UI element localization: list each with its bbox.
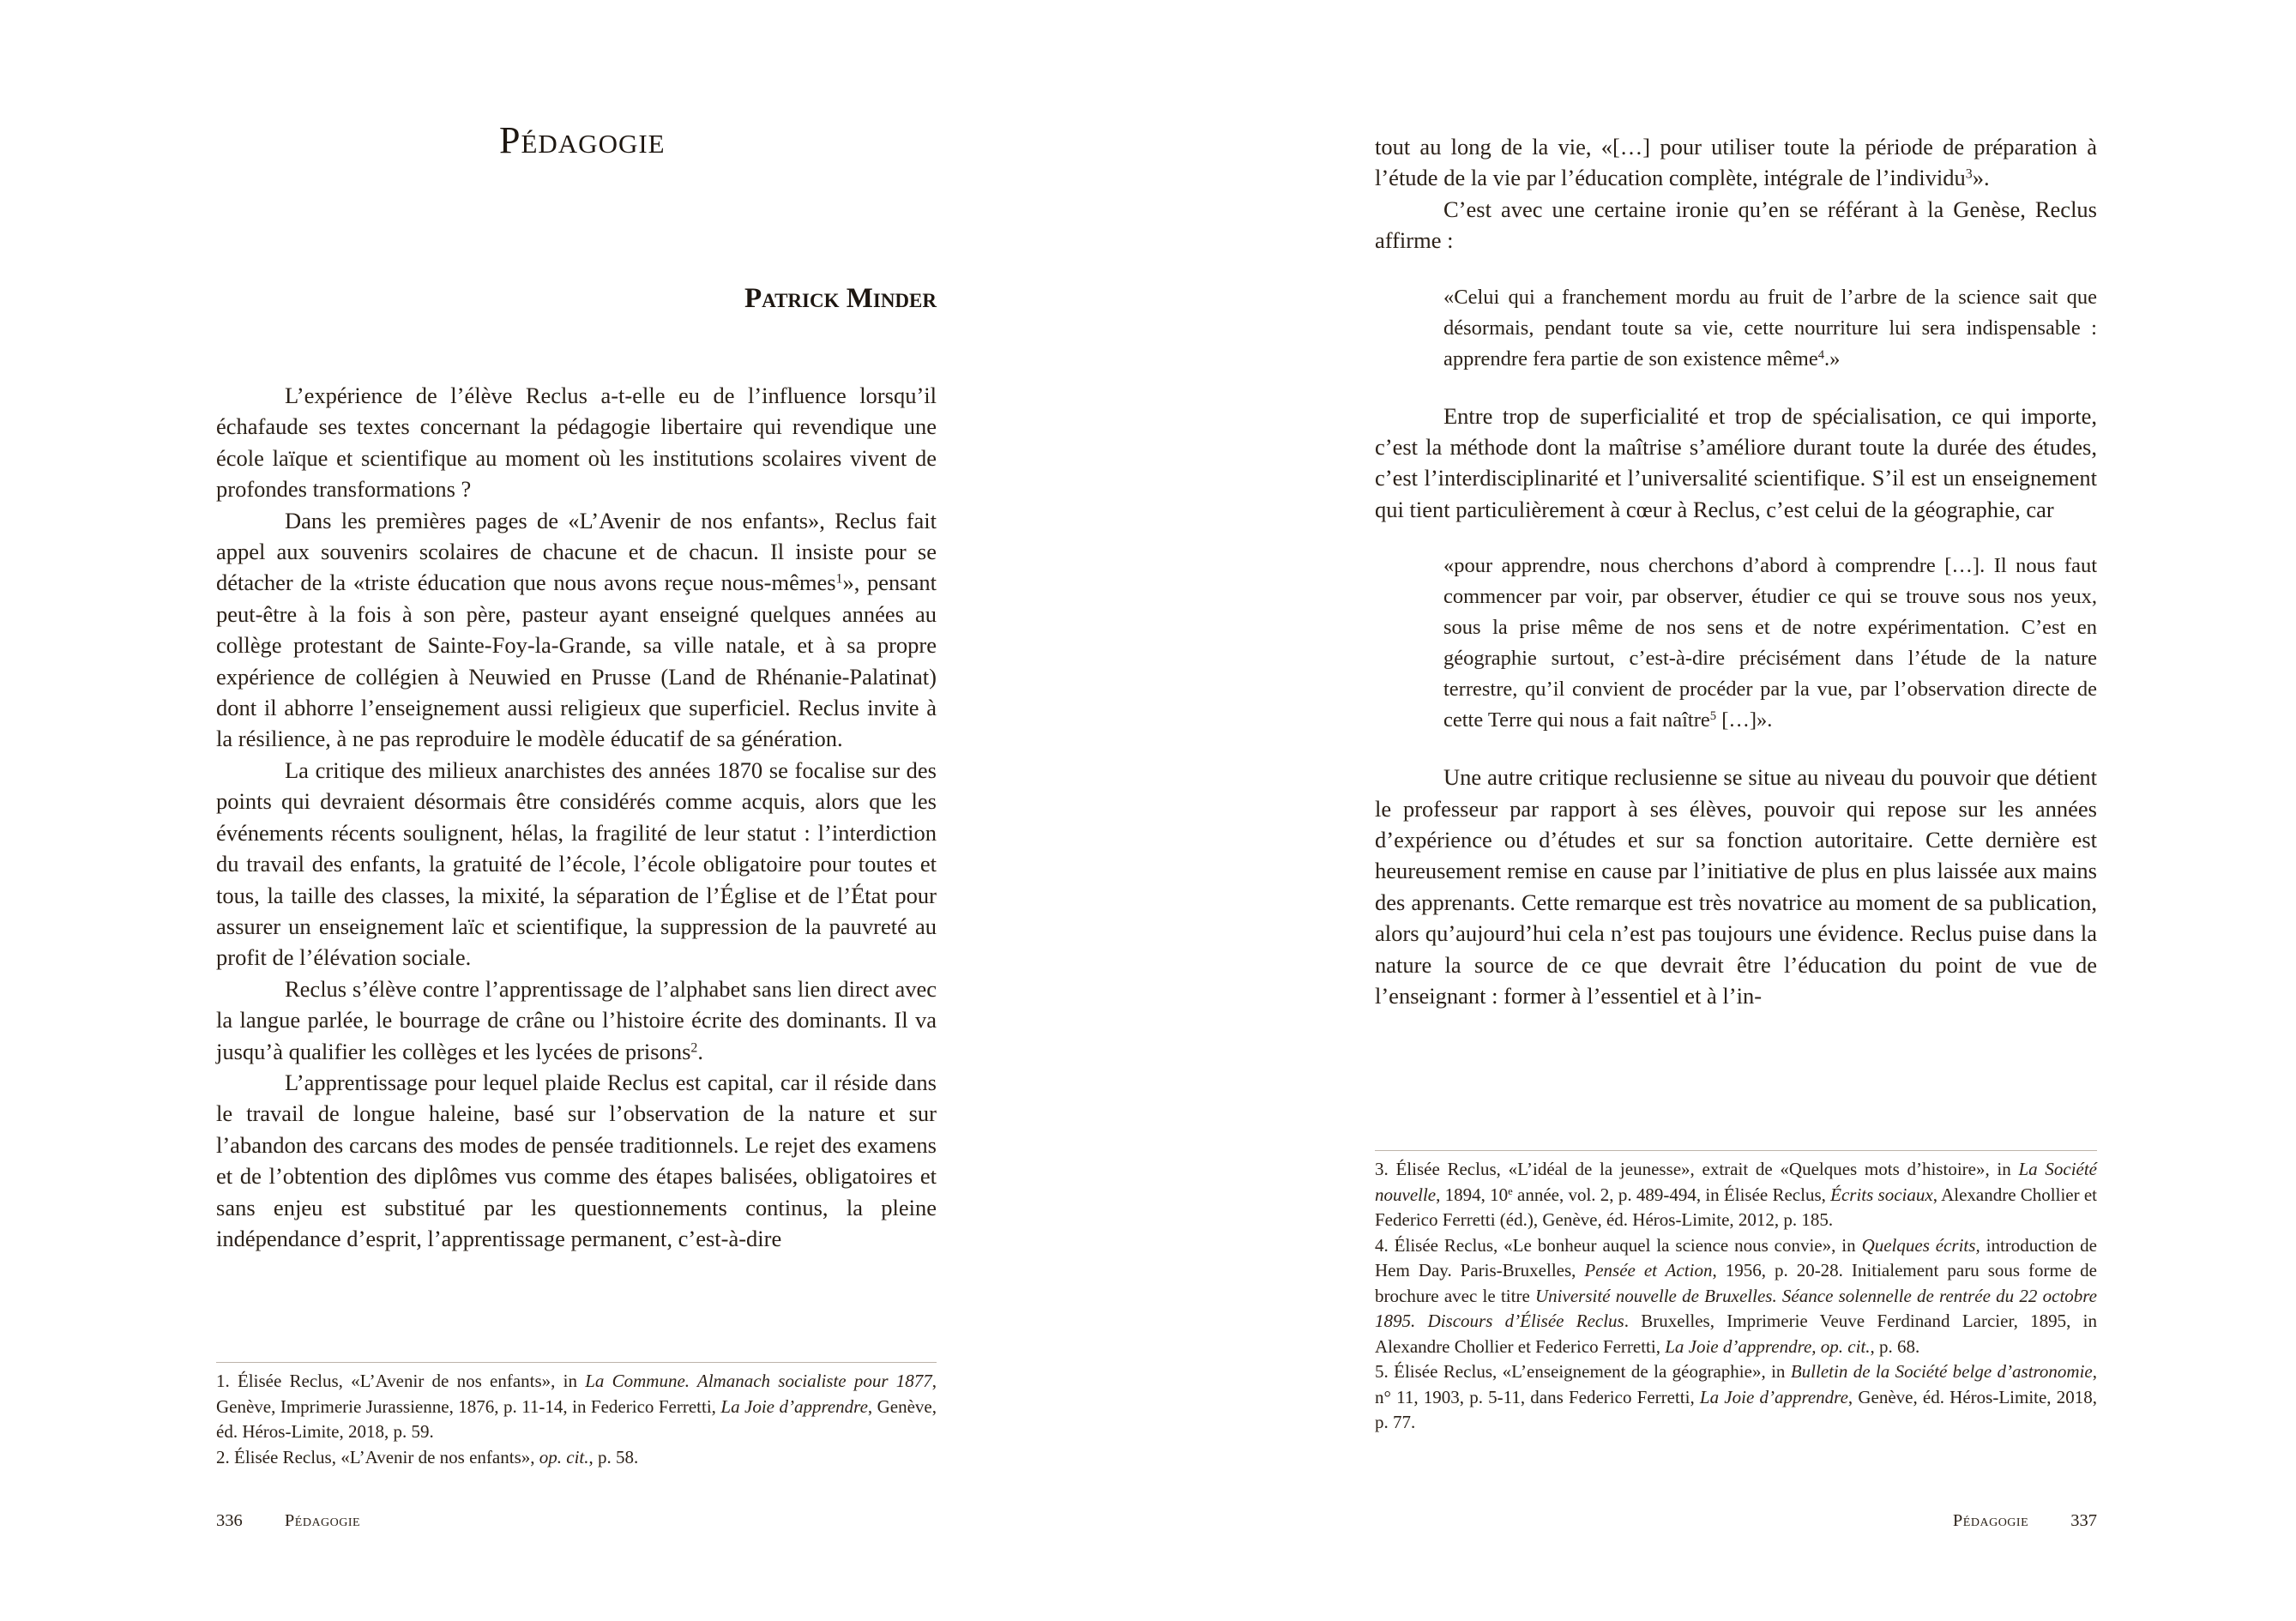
footnote-5: 5. Élisée Reclus, «L’enseignement de la géographie», in Bulletin de la Société belge d’astronomie, n° 11, 1903, p. 5-11, dans Federico Ferretti, La Joie d’apprendre, Genève, éd. Héros-Limite, 2018, p. 77. [1375, 1361, 2098, 1432]
running-head: Pédagogie [284, 1511, 361, 1530]
footnote-ref[interactable]: 3 [1965, 166, 1973, 182]
footnote-ref[interactable]: 1 [835, 571, 843, 587]
page-number: 336 [216, 1511, 243, 1530]
paragraph: Une autre critique reclusienne se situe au niveau du pouvoir que détient le professeur par rapport à ses élèves, pouvoir qui repose sur les années d’expérience ou d’études et sur sa fonction autoritaire. Cette dernière est heureusement remise en cause par l’initiative de plus en plus laissée aux mains des apprenants. Cette remarque est très novatrice au moment de sa publication, alors qu’aujourd’hui cela n’est pas toujours une évidence. Reclus puise dans la nature la source de ce que devrait être l’éducation du point de vue de l’enseignant : former à l’essentiel et à l’in- [1375, 764, 2097, 1009]
left-folio [216, 1511, 360, 1531]
paragraph: Entre trop de superficialité et trop de spécialisation, ce qui importe, c’est la méthode dont la maîtrise s’améliore durant toute la durée des études, c’est l’interdisciplinarité et l’universalité scientifique. S’il est un enseignement qui tient particulièrement à cœur à Reclus, c’est celui de la géographie, car [1375, 402, 2097, 522]
left-body-text [216, 380, 937, 1254]
footnote-1: 1. Élisée Reclus, «L’Avenir de nos enfants», in La Commune. Almanach socialiste pour 1877, Genève, Imprimerie Jurassienne, 1876, p. 11-14, in Federico Ferretti, La Joie d’apprendre, Genève, éd. Héros-Limite, 2018, p. 59. [216, 1371, 937, 1442]
left-footnotes [216, 1369, 937, 1470]
footnote-rule [1375, 1150, 2097, 1151]
running-head: Pédagogie [1952, 1511, 2029, 1530]
block-quote: «Celui qui a franchement mordu au fruit de l’arbre de la science sait que désormais, pendant toute sa vie, cette nourriture lui sera indispensable : apprendre fera partie de son existence même$^4$.» [1443, 285, 2097, 371]
page-number: 337 [2070, 1511, 2097, 1530]
paragraph: L’apprentissage pour lequel plaide Reclus est capital, car il réside dans le travail de longue haleine, basé sur l’observation de la nature et sur l’abandon des carcans des modes de pensée traditionnels. Le rejet des examens et de l’obtention des diplômes vus comme des étapes balisées, obligatoires et sans enjeu est substitué par les questionnements continus, la pleine indépendance d’esprit, l’apprentissage permanent, c’est-à-dire [216, 1069, 937, 1251]
paragraph: tout au long de la vie, «[…] pour utiliser toute la période de préparation à l’étude de la vie par l’éducation complète, intégrale de l’individu$^3$». [1375, 134, 2097, 191]
paragraph: C’est avec une certaine ironie qu’en se référant à la Genèse, Reclus affirme : [1375, 196, 2097, 254]
chapter-title: Pédagogie [499, 119, 666, 161]
footnote-ref[interactable]: 5 [1709, 709, 1717, 724]
block-quote: «pour apprendre, nous cherchons d’abord à comprendre […]. Il nous faut commencer par voir, par observer, étudier ce qui se trouve sous nos yeux, sous la prise même de nos sens et de notre expérimentation. C’est en géographie surtout, c’est-à-dire précisément dans l’étude de la nature terrestre, qu’il convient de procéder par la vue, par l’observation directe de cette Terre qui nous a fait naître$^5$ […]». [1443, 554, 2097, 732]
footnote-ref[interactable]: 4 [1817, 347, 1825, 362]
paragraph: Dans les premières pages de «L’Avenir de nos enfants», Reclus fait appel aux souvenirs scolaires de chacune et de chacun. Il insiste pour se détacher de la «triste éducation que nous avons reçue nous-mêmes$^1$», pensant peut-être à la fois à son père, pasteur ayant enseigné quelques années au collège protestant de Sainte-Foy-la-Grande, sa ville natale, et à sa propre expérience de collégien à Neuwied en Prusse (Land de Rhénanie-Palatinat) dont il abhorre l’enseignement aussi religieux que superficiel. Reclus invite à la résilience, à ne pas reproduire le modèle éducatif de sa génération. [216, 507, 937, 752]
footnote-ref[interactable]: 2 [690, 1039, 698, 1055]
footnote-rule [216, 1362, 937, 1363]
paragraph: L’expérience de l’élève Reclus a-t-elle eu de l’influence lorsqu’il échafaude ses textes concernant la pédagogie libertaire qui revendique une école laïque et scientifique au moment où les institutions scolaires vivent de profondes transformations ? [216, 383, 937, 503]
right-body-text [1375, 131, 2097, 1012]
footnote-3: 3. Élisée Reclus, «L’idéal de la jeunesse», extrait de «Quelques mots d’histoire», in La Société nouvelle, 1894, 10e année, vol. 2, p. 489-494, in Élisée Reclus, Écrits sociaux, Alexandre Chollier et Federico Ferretti (éd.), Genève, éd. Héros-Limite, 2012, p. 185. [1375, 1159, 2098, 1230]
right-page [1375, 0, 2097, 1621]
paragraph: La critique des milieux anarchistes des années 1870 se focalise sur des points qui devraient désormais être considérés comme acquis, alors que les événements récents soulignent, hélas, la fragilité de leur statut : l’interdiction du travail des enfants, la gratuité de l’école, l’école obligatoire pour toutes et tous, la taille des classes, la mixité, la séparation de l’Église et de l’État pour assurer un enseignement laïc et scientifique, la suppression de la pauvreté au profit de l’élévation sociale. [216, 756, 937, 971]
author-name: Patrick Minder [744, 283, 937, 314]
right-folio [1953, 1511, 2097, 1531]
right-footnotes [1375, 1157, 2097, 1436]
footnote-2: 2. Élisée Reclus, «L’Avenir de nos enfants», op. cit., p. 58. [216, 1446, 639, 1467]
footnote-4: 4. Élisée Reclus, «Le bonheur auquel la science nous convie», in Quelques écrits, introduction de Hem Day. Paris-Bruxelles, Pensée et Action, 1956, p. 20-28. Initialement paru sous forme de brochure avec le titre Université nouvelle de Bruxelles. Séance solennelle de rentrée du 22 octobre 1895. Discours d’Élisée Reclus. Bruxelles, Imprimerie Veuve Ferdinand Larcier, 1895, in Alexandre Chollier et Federico Ferretti, La Joie d’apprendre, op. cit., p. 68. [1375, 1234, 2097, 1357]
paragraph: Reclus s’élève contre l’apprentissage de l’alphabet sans lien direct avec la langue parlée, le bourrage de crâne ou l’histoire écrite des dominants. Il va jusqu’à qualifier les collèges et les lycées de prisons$^2$. [216, 975, 937, 1064]
left-page [216, 0, 937, 1621]
